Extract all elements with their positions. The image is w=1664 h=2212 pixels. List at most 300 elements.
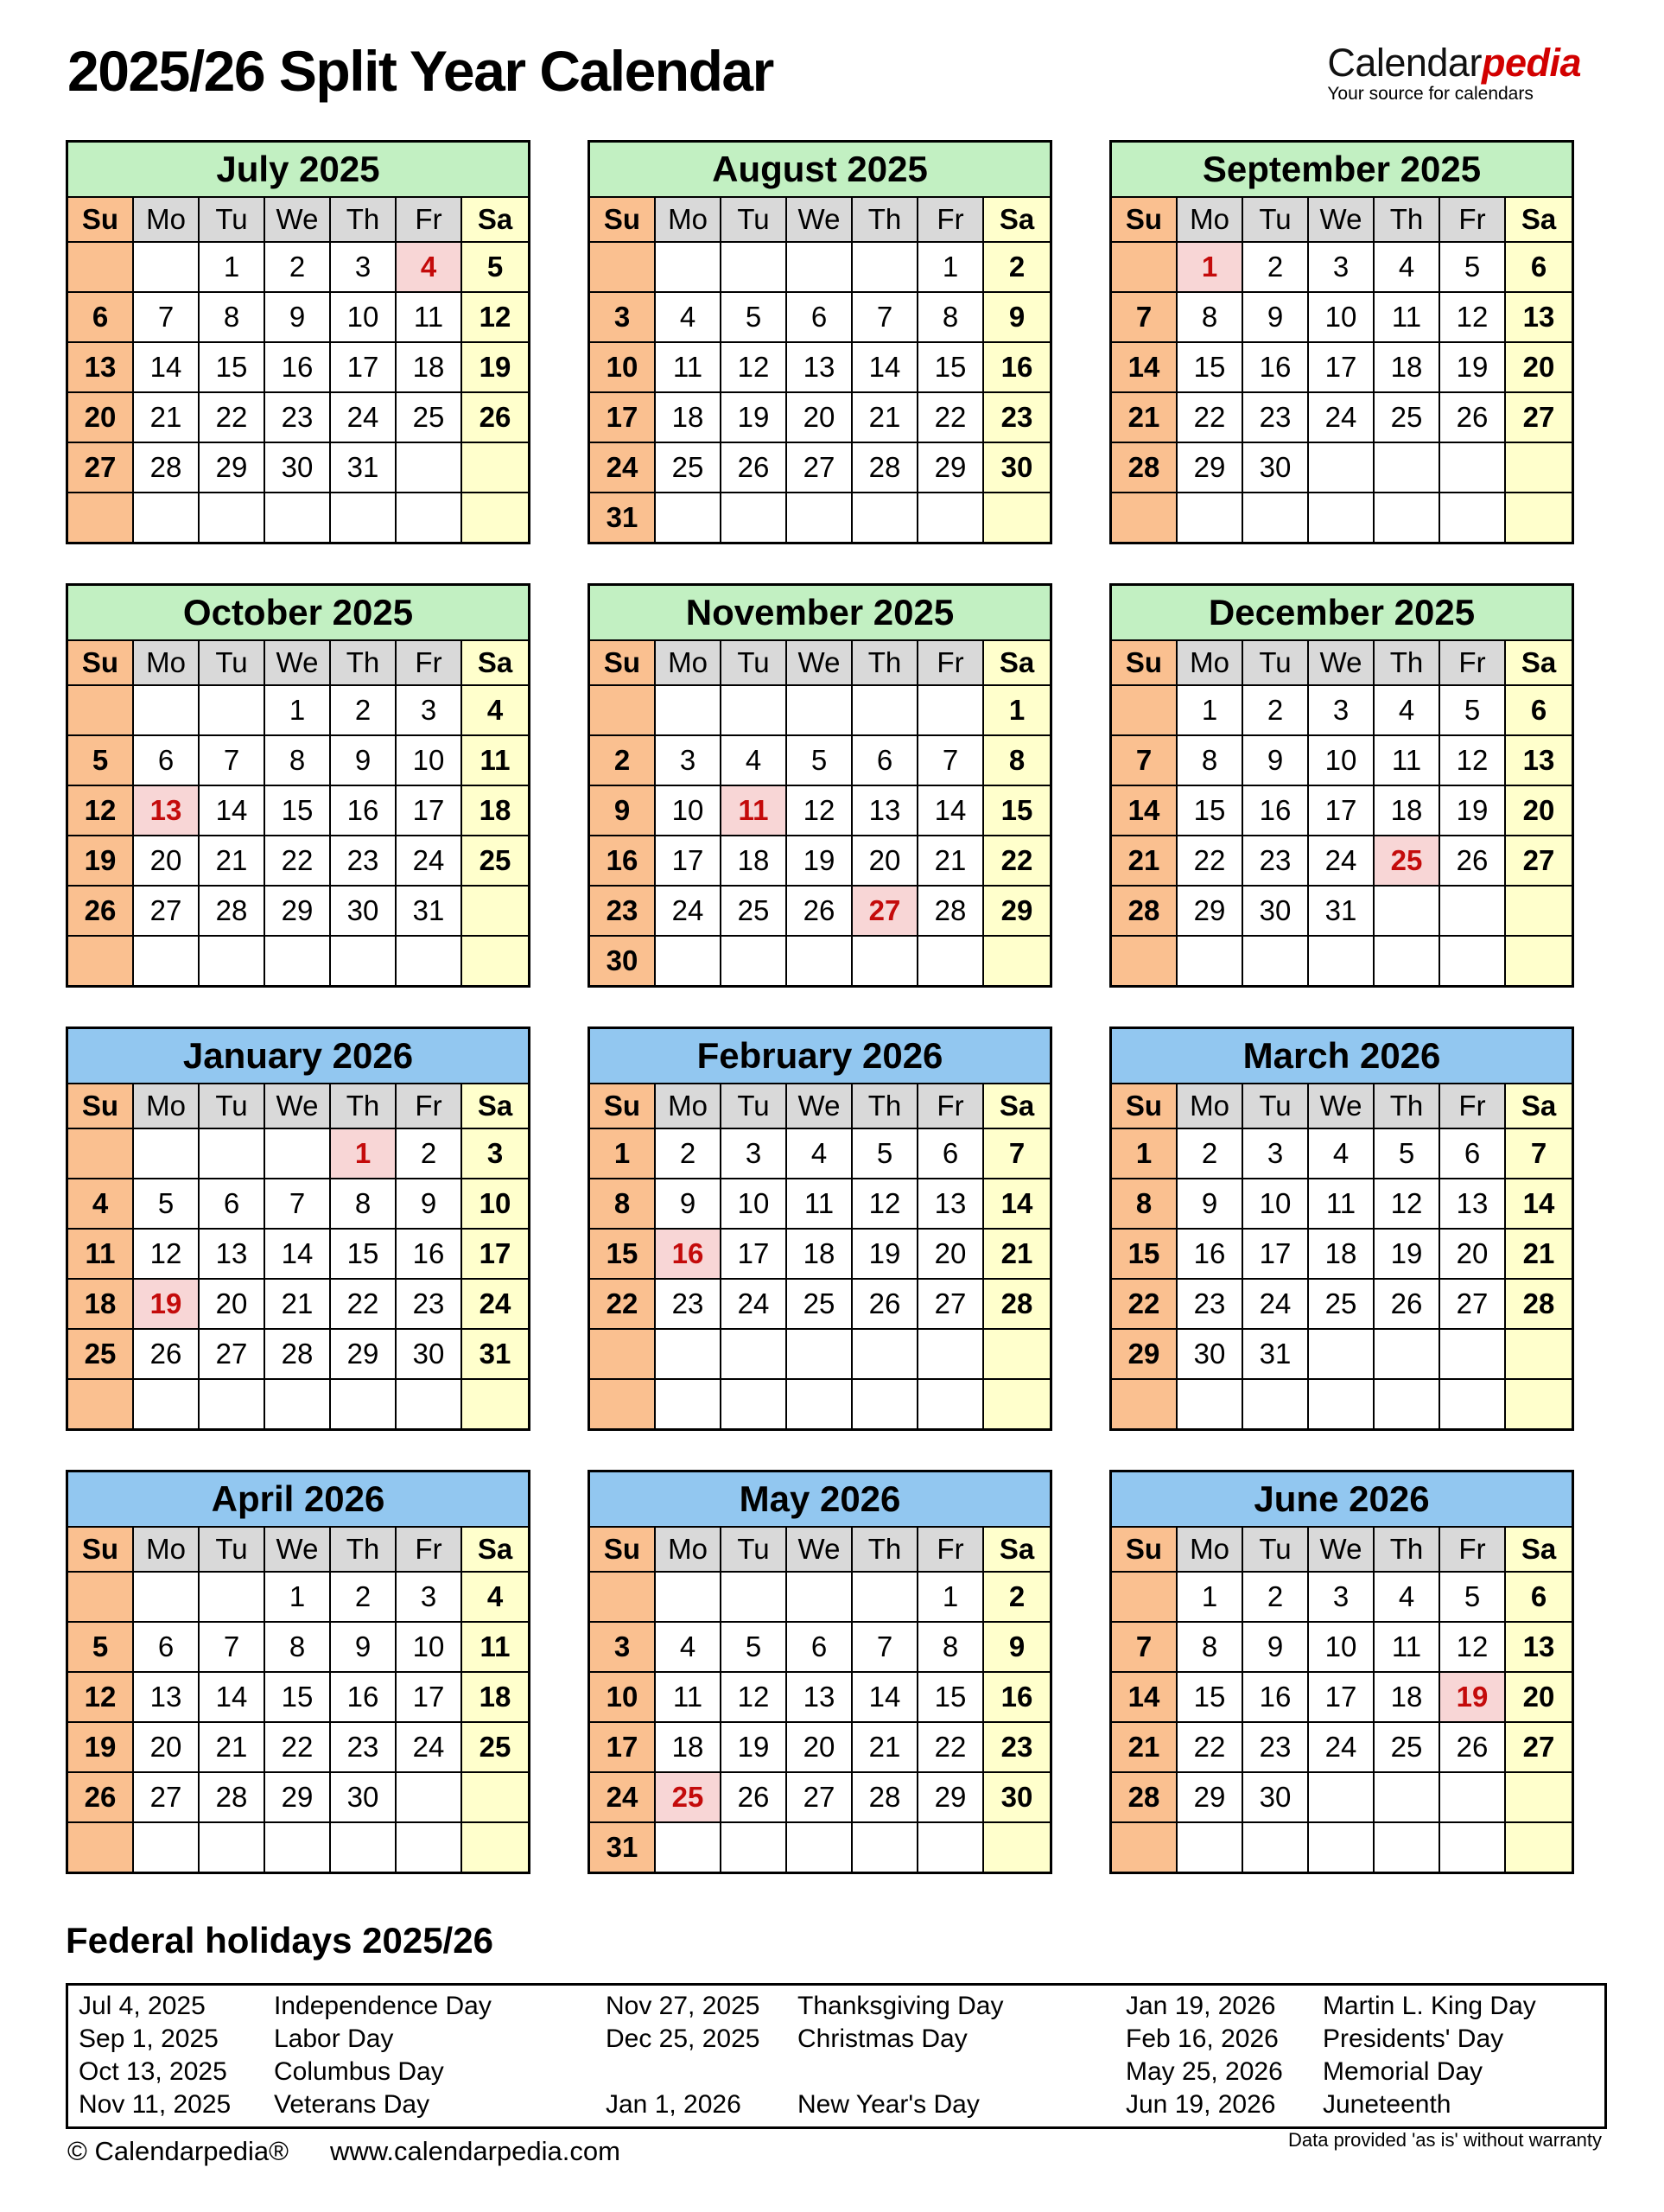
day-cell: 29 <box>200 443 265 493</box>
day-cell: 30 <box>984 443 1050 493</box>
holiday-date: Jan 19, 2026 <box>1126 1992 1276 2020</box>
holiday-day-cell: 27 <box>853 887 918 937</box>
day-cell: 30 <box>1178 1330 1243 1380</box>
week-row <box>590 243 1050 293</box>
day-cell: 2 <box>265 243 331 293</box>
day-cell: 22 <box>984 836 1050 887</box>
day-cell: 16 <box>984 343 1050 393</box>
day-cell <box>853 686 918 736</box>
day-cell: 7 <box>1506 1129 1572 1179</box>
day-cell <box>397 1823 462 1872</box>
week-row <box>590 836 1050 887</box>
week-row <box>68 1380 528 1428</box>
day-cell <box>1440 443 1506 493</box>
day-cell: 22 <box>1112 1280 1178 1330</box>
day-cell <box>134 1380 200 1428</box>
day-cell: 12 <box>462 293 528 343</box>
day-cell <box>397 1380 462 1428</box>
day-cell: 12 <box>853 1179 918 1230</box>
week-row <box>68 1330 528 1380</box>
day-header-sa: Sa <box>1506 1528 1572 1573</box>
day-cell: 15 <box>918 1673 984 1723</box>
holiday-day-cell: 11 <box>721 786 787 836</box>
week-row <box>1112 1623 1572 1673</box>
day-cell <box>590 243 656 293</box>
day-cell <box>721 493 787 542</box>
day-cell: 25 <box>656 443 721 493</box>
day-cell <box>1309 937 1375 985</box>
day-cell <box>984 937 1050 985</box>
day-cell: 12 <box>1440 1623 1506 1673</box>
day-cell <box>1506 1823 1572 1872</box>
day-cell: 27 <box>787 443 853 493</box>
day-cell: 18 <box>787 1230 853 1280</box>
day-cell: 19 <box>787 836 853 887</box>
day-cell: 15 <box>984 786 1050 836</box>
day-cell: 28 <box>918 887 984 937</box>
day-header-th: Th <box>1375 1528 1440 1573</box>
day-cell: 18 <box>1375 343 1440 393</box>
day-cell: 3 <box>656 736 721 786</box>
day-cell: 8 <box>590 1179 656 1230</box>
day-cell: 3 <box>590 293 656 343</box>
day-header-th: Th <box>853 198 918 243</box>
day-cell: 16 <box>265 343 331 393</box>
day-cell <box>265 937 331 985</box>
day-cell: 19 <box>68 1723 134 1773</box>
day-header-th: Th <box>853 641 918 686</box>
holiday-day-cell: 19 <box>1440 1673 1506 1723</box>
day-cell <box>134 686 200 736</box>
day-cell: 2 <box>984 1573 1050 1623</box>
month-title: March 2026 <box>1112 1029 1572 1084</box>
month-title: December 2025 <box>1112 586 1572 641</box>
day-cell: 31 <box>1243 1330 1309 1380</box>
day-cell: 23 <box>984 1723 1050 1773</box>
week-row <box>68 937 528 985</box>
logo-part-pedia: pedia <box>1481 41 1581 85</box>
day-cell: 24 <box>721 1280 787 1330</box>
day-cell: 14 <box>265 1230 331 1280</box>
day-cell <box>721 1573 787 1623</box>
day-cell: 26 <box>1440 836 1506 887</box>
day-cell <box>462 443 528 493</box>
day-cell: 23 <box>1243 393 1309 443</box>
day-header-we: We <box>1309 1084 1375 1129</box>
day-cell <box>721 1823 787 1872</box>
day-cell: 17 <box>721 1230 787 1280</box>
day-cell: 24 <box>1309 836 1375 887</box>
day-cell: 14 <box>134 343 200 393</box>
holiday-date: Nov 11, 2025 <box>79 2090 232 2119</box>
day-cell <box>68 1823 134 1872</box>
day-cell <box>1375 887 1440 937</box>
day-cell: 18 <box>1375 1673 1440 1723</box>
day-cell: 21 <box>1506 1230 1572 1280</box>
day-cell: 17 <box>1243 1230 1309 1280</box>
day-cell: 12 <box>134 1230 200 1280</box>
day-cell: 17 <box>1309 343 1375 393</box>
day-cell: 14 <box>200 786 265 836</box>
day-cell: 26 <box>1375 1280 1440 1330</box>
day-header-row <box>68 1084 528 1129</box>
week-row <box>590 1129 1050 1179</box>
footer-copyright <box>67 2136 620 2167</box>
day-cell: 17 <box>462 1230 528 1280</box>
holiday-day-cell: 25 <box>656 1773 721 1823</box>
week-row <box>1112 1773 1572 1823</box>
day-cell: 20 <box>918 1230 984 1280</box>
day-header-fr: Fr <box>397 198 462 243</box>
week-row <box>1112 1573 1572 1623</box>
day-cell: 6 <box>787 293 853 343</box>
month-title: August 2025 <box>590 143 1050 198</box>
day-cell: 18 <box>656 393 721 443</box>
week-row <box>590 1380 1050 1428</box>
day-cell: 12 <box>68 786 134 836</box>
day-cell <box>200 1380 265 1428</box>
day-cell: 10 <box>656 786 721 836</box>
day-header-we: We <box>265 1084 331 1129</box>
day-cell: 31 <box>590 493 656 542</box>
day-cell: 10 <box>1243 1179 1309 1230</box>
day-cell <box>68 937 134 985</box>
day-cell: 22 <box>265 1723 331 1773</box>
day-cell: 14 <box>984 1179 1050 1230</box>
day-header-tu: Tu <box>1243 1528 1309 1573</box>
day-cell: 12 <box>721 1673 787 1723</box>
day-cell: 11 <box>1375 293 1440 343</box>
week-row <box>1112 786 1572 836</box>
day-cell: 21 <box>853 393 918 443</box>
day-cell: 27 <box>1506 836 1572 887</box>
day-cell: 26 <box>134 1330 200 1380</box>
week-row <box>590 1573 1050 1623</box>
day-cell: 10 <box>397 736 462 786</box>
day-header-sa: Sa <box>1506 1084 1572 1129</box>
day-header-sa: Sa <box>462 198 528 243</box>
day-cell <box>265 493 331 542</box>
day-cell: 4 <box>462 686 528 736</box>
day-cell <box>590 1380 656 1428</box>
day-cell: 18 <box>462 1673 528 1723</box>
day-cell <box>1309 1380 1375 1428</box>
day-cell: 29 <box>984 887 1050 937</box>
day-cell <box>1506 1773 1572 1823</box>
day-header-su: Su <box>1112 1084 1178 1129</box>
day-header-row <box>68 641 528 686</box>
day-cell: 4 <box>1375 243 1440 293</box>
day-header-fr: Fr <box>397 641 462 686</box>
day-header-mo: Mo <box>656 1528 721 1573</box>
day-cell <box>787 1573 853 1623</box>
day-header-sa: Sa <box>984 198 1050 243</box>
day-cell: 15 <box>200 343 265 393</box>
day-cell: 15 <box>1178 1673 1243 1723</box>
day-cell: 15 <box>1112 1230 1178 1280</box>
holiday-row <box>68 2023 1604 2056</box>
day-cell: 29 <box>265 1773 331 1823</box>
day-cell: 1 <box>984 686 1050 736</box>
day-header-row <box>68 198 528 243</box>
day-cell <box>397 1773 462 1823</box>
week-row <box>68 786 528 836</box>
day-cell: 16 <box>1178 1230 1243 1280</box>
week-row <box>1112 493 1572 542</box>
day-cell: 2 <box>1178 1129 1243 1179</box>
day-cell: 4 <box>68 1179 134 1230</box>
week-row <box>68 1623 528 1673</box>
day-cell <box>1440 1330 1506 1380</box>
day-cell: 19 <box>1375 1230 1440 1280</box>
day-cell: 27 <box>134 887 200 937</box>
day-header-tu: Tu <box>1243 198 1309 243</box>
holiday-day-cell: 13 <box>134 786 200 836</box>
day-header-fr: Fr <box>397 1528 462 1573</box>
day-cell: 30 <box>590 937 656 985</box>
day-cell: 22 <box>1178 836 1243 887</box>
week-row <box>1112 887 1572 937</box>
day-cell <box>1309 493 1375 542</box>
day-header-su: Su <box>590 1084 656 1129</box>
day-cell: 20 <box>200 1280 265 1330</box>
week-row <box>590 1623 1050 1673</box>
day-header-we: We <box>265 1528 331 1573</box>
day-cell: 3 <box>590 1623 656 1673</box>
day-cell: 4 <box>1309 1129 1375 1179</box>
holiday-name: Veterans Day <box>274 2090 430 2119</box>
day-cell: 5 <box>134 1179 200 1230</box>
day-header-mo: Mo <box>1178 198 1243 243</box>
day-cell: 19 <box>853 1230 918 1280</box>
week-row <box>1112 937 1572 985</box>
month-title: January 2026 <box>68 1029 528 1084</box>
day-cell: 9 <box>590 786 656 836</box>
week-row <box>1112 836 1572 887</box>
day-cell: 17 <box>590 393 656 443</box>
day-cell <box>134 937 200 985</box>
day-cell: 14 <box>853 1673 918 1723</box>
day-cell: 20 <box>1440 1230 1506 1280</box>
day-header-sa: Sa <box>462 1528 528 1573</box>
day-cell: 23 <box>1178 1280 1243 1330</box>
day-cell <box>331 937 397 985</box>
day-cell: 20 <box>1506 343 1572 393</box>
day-cell <box>1375 1773 1440 1823</box>
month-july-2025 <box>66 140 530 544</box>
week-row <box>590 393 1050 443</box>
day-cell: 7 <box>200 736 265 786</box>
day-cell <box>1112 493 1178 542</box>
day-cell: 22 <box>200 393 265 443</box>
day-cell <box>68 1129 134 1179</box>
day-header-tu: Tu <box>200 1084 265 1129</box>
day-cell <box>1440 937 1506 985</box>
day-cell <box>853 1823 918 1872</box>
day-cell <box>984 1330 1050 1380</box>
day-cell: 12 <box>68 1673 134 1723</box>
day-cell: 6 <box>134 1623 200 1673</box>
day-cell: 20 <box>787 1723 853 1773</box>
day-cell: 13 <box>787 343 853 393</box>
day-cell: 8 <box>1112 1179 1178 1230</box>
day-cell: 4 <box>721 736 787 786</box>
day-header-tu: Tu <box>200 641 265 686</box>
day-cell: 28 <box>200 1773 265 1823</box>
federal-holidays-title: Federal holidays 2025/26 <box>66 1920 493 1961</box>
holiday-row <box>68 2056 1604 2088</box>
day-cell: 26 <box>721 443 787 493</box>
day-cell <box>134 493 200 542</box>
day-cell <box>656 493 721 542</box>
day-cell: 1 <box>265 1573 331 1623</box>
day-cell: 27 <box>1506 393 1572 443</box>
week-row <box>590 1673 1050 1723</box>
week-row <box>590 1179 1050 1230</box>
day-header-sa: Sa <box>984 641 1050 686</box>
day-cell: 12 <box>1440 736 1506 786</box>
day-cell: 30 <box>331 1773 397 1823</box>
day-cell <box>853 1380 918 1428</box>
day-cell: 13 <box>200 1230 265 1280</box>
day-cell: 1 <box>918 243 984 293</box>
week-row <box>590 887 1050 937</box>
day-cell: 9 <box>984 293 1050 343</box>
day-header-fr: Fr <box>1440 1084 1506 1129</box>
day-cell <box>397 493 462 542</box>
day-cell: 24 <box>397 836 462 887</box>
day-cell: 7 <box>853 293 918 343</box>
holiday-day-cell: 19 <box>134 1280 200 1330</box>
day-cell: 16 <box>331 1673 397 1723</box>
day-cell <box>200 1573 265 1623</box>
month-june-2026 <box>1109 1470 1574 1874</box>
day-cell: 6 <box>918 1129 984 1179</box>
holiday-name: Juneteenth <box>1323 2090 1451 2119</box>
day-cell: 7 <box>1112 736 1178 786</box>
holiday-date: Feb 16, 2026 <box>1126 2024 1279 2053</box>
day-cell <box>1112 243 1178 293</box>
holiday-day-cell: 16 <box>656 1230 721 1280</box>
day-cell: 6 <box>1506 1573 1572 1623</box>
day-cell <box>134 1129 200 1179</box>
day-cell <box>787 1330 853 1380</box>
holiday-name: Independence Day <box>274 1992 492 2020</box>
day-cell <box>134 1573 200 1623</box>
day-cell: 14 <box>200 1673 265 1723</box>
day-cell <box>721 243 787 293</box>
day-cell <box>68 686 134 736</box>
month-title: October 2025 <box>68 586 528 641</box>
day-cell: 21 <box>1112 393 1178 443</box>
day-header-su: Su <box>1112 1528 1178 1573</box>
day-cell <box>200 493 265 542</box>
day-cell: 29 <box>1178 887 1243 937</box>
day-cell: 29 <box>1178 1773 1243 1823</box>
day-cell: 1 <box>1178 686 1243 736</box>
day-cell: 8 <box>265 736 331 786</box>
holiday-date: Jul 4, 2025 <box>79 1992 206 2020</box>
day-cell: 29 <box>265 887 331 937</box>
day-header-th: Th <box>1375 198 1440 243</box>
day-cell: 4 <box>787 1129 853 1179</box>
week-row <box>1112 343 1572 393</box>
day-cell: 6 <box>1506 243 1572 293</box>
day-cell <box>331 493 397 542</box>
day-cell <box>1243 493 1309 542</box>
day-cell: 28 <box>984 1280 1050 1330</box>
day-cell: 13 <box>1506 736 1572 786</box>
day-cell: 21 <box>1112 1723 1178 1773</box>
day-header-we: We <box>787 198 853 243</box>
day-header-mo: Mo <box>134 1084 200 1129</box>
day-cell: 14 <box>918 786 984 836</box>
months-grid <box>66 140 1574 1874</box>
day-cell: 9 <box>331 736 397 786</box>
day-cell: 30 <box>397 1330 462 1380</box>
day-cell: 27 <box>134 1773 200 1823</box>
day-header-we: We <box>787 641 853 686</box>
day-cell: 11 <box>397 293 462 343</box>
day-cell <box>462 937 528 985</box>
day-cell <box>1440 1773 1506 1823</box>
day-cell <box>462 493 528 542</box>
day-cell: 15 <box>590 1230 656 1280</box>
week-row <box>68 293 528 343</box>
day-cell <box>1375 443 1440 493</box>
day-header-we: We <box>787 1528 853 1573</box>
day-cell: 1 <box>1178 1573 1243 1623</box>
day-cell <box>462 1380 528 1428</box>
day-cell <box>265 1129 331 1179</box>
day-cell: 17 <box>590 1723 656 1773</box>
day-cell: 24 <box>1243 1280 1309 1330</box>
day-cell <box>200 686 265 736</box>
day-cell: 21 <box>200 1723 265 1773</box>
day-cell: 24 <box>590 443 656 493</box>
day-header-fr: Fr <box>1440 198 1506 243</box>
day-header-th: Th <box>331 1528 397 1573</box>
day-cell: 3 <box>462 1129 528 1179</box>
day-cell: 5 <box>1375 1129 1440 1179</box>
holiday-date: Dec 25, 2025 <box>606 2024 760 2053</box>
day-cell: 7 <box>918 736 984 786</box>
day-cell <box>984 1380 1050 1428</box>
day-cell: 8 <box>984 736 1050 786</box>
day-cell: 23 <box>1243 836 1309 887</box>
day-cell <box>331 1823 397 1872</box>
day-cell: 15 <box>1178 786 1243 836</box>
day-cell: 11 <box>656 343 721 393</box>
day-cell: 12 <box>721 343 787 393</box>
day-cell: 3 <box>397 1573 462 1623</box>
day-cell <box>1375 493 1440 542</box>
day-cell: 26 <box>853 1280 918 1330</box>
month-title: June 2026 <box>1112 1472 1572 1528</box>
week-row <box>1112 1723 1572 1773</box>
day-header-fr: Fr <box>918 641 984 686</box>
day-cell: 18 <box>462 786 528 836</box>
day-cell: 12 <box>1440 293 1506 343</box>
day-cell: 9 <box>1243 1623 1309 1673</box>
day-cell: 3 <box>1309 243 1375 293</box>
day-header-fr: Fr <box>918 1528 984 1573</box>
day-cell: 26 <box>787 887 853 937</box>
holiday-date: Jun 19, 2026 <box>1126 2090 1276 2119</box>
week-row <box>68 736 528 786</box>
day-header-su: Su <box>590 1528 656 1573</box>
day-cell: 6 <box>68 293 134 343</box>
